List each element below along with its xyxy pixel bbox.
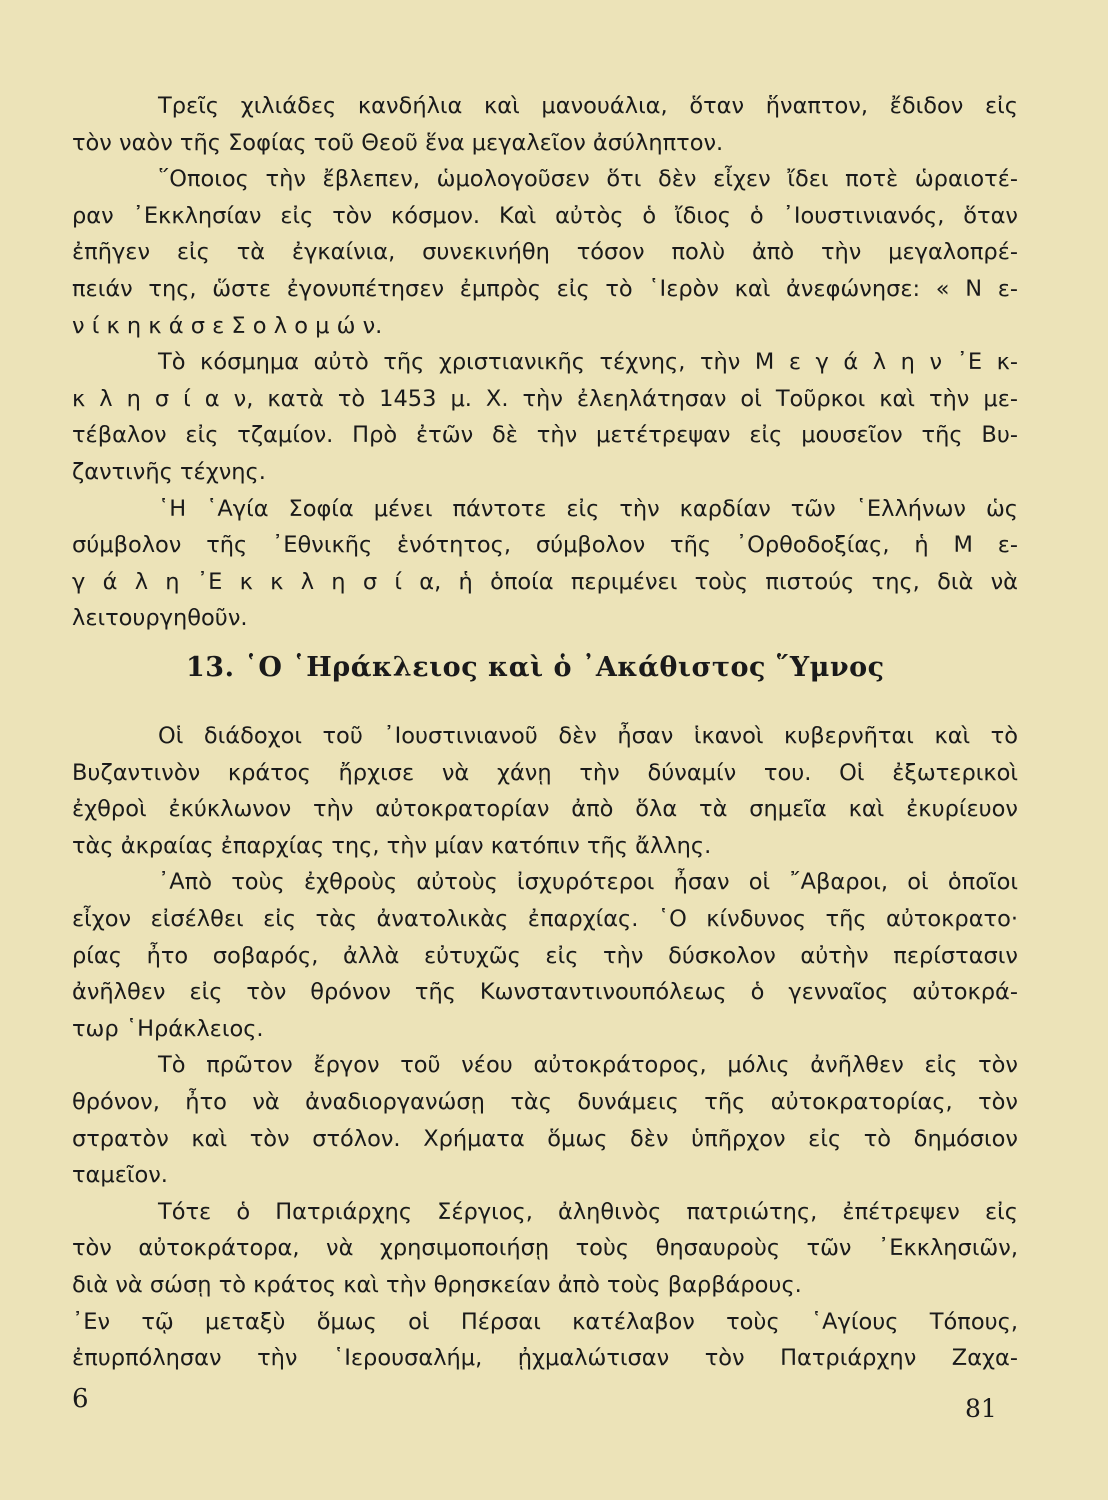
- text-line: σύμβολον τῆς ᾿Εθνικῆς ἑνότητος, σύμβολον τῆς ᾿Ορθοδοξίας, ἡ Μ ε-: [72, 532, 1018, 559]
- text-line: τωρ ῾Ηράκλειος.: [72, 1015, 264, 1042]
- text-line: τὸν αὐτοκράτορα, νὰ χρησιμοποιήσῃ τοὺς θησαυροὺς τῶν ᾿Εκκλησιῶν,: [72, 1235, 1018, 1262]
- text-line: Οἱ διάδοχοι τοῦ ᾿Ιουστινιανοῦ δὲν ἦσαν ἱκανοὶ κυβερνῆται καὶ τὸ: [158, 723, 1018, 749]
- text-line: Τὸ πρῶτον ἔργον τοῦ νέου αὐτοκράτορος, μόλις ἀνῆλθεν εἰς τὸν: [158, 1052, 1018, 1079]
- chapter-heading: 13. ῾Ο ῾Ηράκλειος καὶ ὁ ᾿Ακάθιστος ῞Υμνος: [186, 652, 885, 683]
- text-line: ρίας ἦτο σοβαρός, ἀλλὰ εὐτυχῶς εἰς τὴν δύσκολον αὐτὴν περίστασιν: [72, 942, 1018, 969]
- text-line: ραν ᾿Εκκλησίαν εἰς τὸν κόσμον. Καὶ αὐτὸς ὁ ἴδιος ὁ ᾿Ιουστινιανός, ὅταν: [72, 202, 1018, 229]
- section-one-text: [72, 88, 1018, 637]
- text-line: ῞Οποιος τὴν ἔβλεπεν, ὡμολογοῦσεν ὅτι δὲν εἶχεν ἴδει ποτὲ ὡραιοτέ-: [158, 166, 1018, 193]
- text-line: διὰ νὰ σώσῃ τὸ κράτος καὶ τὴν θρησκείαν ἀπὸ τοὺς βαρβάρους.: [72, 1271, 802, 1298]
- text-line: ταμεῖον.: [72, 1162, 168, 1189]
- text-line: θρόνον, ἦτο νὰ ἀναδιοργανώσῃ τὰς δυνάμεις τῆς αὐτοκρατορίας, τὸν: [72, 1088, 1018, 1115]
- text-line: ᾿Απὸ τοὺς ἐχθροὺς αὐτοὺς ἰσχυρότεροι ἦσαν οἱ ῎Αβαροι, οἱ ὁποῖοι: [158, 869, 1018, 896]
- text-line: ἐπυρπόλησαν τὴν ῾Ιερουσαλήμ, ᾐχμαλώτισαν τὸν Πατριάρχην Ζαχα-: [72, 1345, 1018, 1372]
- text-line: ν ί κ η κ ά σ ε Σ ο λ ο μ ώ ν.: [72, 312, 383, 339]
- text-line: ζαντινῆς τέχνης.: [72, 458, 266, 485]
- signature-mark: 6: [72, 1384, 89, 1414]
- text-line: στρατὸν καὶ τὸν στόλον. Χρήματα ὅμως δὲν ὑπῆρχον εἰς τὸ δημόσιον: [72, 1125, 1018, 1152]
- text-line: τέβαλον εἰς τζαμίον. Πρὸ ἐτῶν δὲ τὴν μετέτρεψαν εἰς μουσεῖον τῆς Βυ-: [72, 422, 1018, 449]
- text-line: ἀνῆλθεν εἰς τὸν θρόνον τῆς Κωνσταντινουπόλεως ὁ γενναῖος αὐτοκρά-: [72, 979, 1018, 1006]
- text-line: ῾Η ῾Αγία Σοφία μένει πάντοτε εἰς τὴν καρδίαν τῶν ῾Ελλήνων ὡς: [158, 495, 1018, 522]
- page-number: 81: [965, 1394, 997, 1423]
- text-line: Τότε ὁ Πατριάρχης Σέργιος, ἀληθινὸς πατριώτης, ἐπέτρεψεν εἰς: [158, 1198, 1018, 1225]
- section-two-text: [72, 718, 1018, 1377]
- text-line: Βυζαντινὸν κράτος ἤρχισε νὰ χάνῃ τὴν δύναμίν του. Οἱ ἐξωτερικοὶ: [72, 759, 1018, 786]
- text-line: Τὸ κόσμημα αὐτὸ τῆς χριστιανικῆς τέχνης, τὴν Μ ε γ ά λ η ν ᾿Ε κ-: [158, 349, 1018, 376]
- text-line: εἶχον εἰσέλθει εἰς τὰς ἀνατολικὰς ἐπαρχίας. ῾Ο κίνδυνος τῆς αὐτοκρατο·: [72, 905, 1018, 932]
- text-line: ἐπῆγεν εἰς τὰ ἐγκαίνια, συνεκινήθη τόσον πολὺ ἀπὸ τὴν μεγαλοπρέ-: [72, 239, 1018, 266]
- text-line: τὸν ναὸν τῆς Σοφίας τοῦ Θεοῦ ἕνα μεγαλεῖον ἀσύληπτον.: [72, 129, 724, 156]
- text-line: γ ά λ η ᾿Ε κ κ λ η σ ί α, ἡ ὁποία περιμένει τοὺς πιστούς της, διὰ νὰ: [72, 568, 1018, 595]
- text-line: Τρεῖς χιλιάδες κανδήλια καὶ μανουάλια, ὅταν ἥναπτον, ἔδιδον εἰς: [158, 93, 1018, 119]
- text-line: ᾿Εν τῷ μεταξὺ ὅμως οἱ Πέρσαι κατέλαβον τοὺς ῾Αγίους Τόπους,: [72, 1308, 1018, 1335]
- text-line: τὰς ἀκραίας ἐπαρχίας της, τὴν μίαν κατόπιν τῆς ἄλλης.: [72, 832, 712, 859]
- text-line: ἐχθροὶ ἐκύκλωνον τὴν αὐτοκρατορίαν ἀπὸ ὅλα τὰ σημεῖα καὶ ἐκυρίευον: [72, 796, 1018, 823]
- text-line: κ λ η σ ί α ν, κατὰ τὸ 1453 μ. Χ. τὴν ἐλεηλάτησαν οἱ Τοῦρκοι καὶ τὴν με-: [72, 385, 1018, 412]
- text-line: πειάν της, ὥστε ἐγονυπέτησεν ἐμπρὸς εἰς τὸ ῾Ιερὸν καὶ ἀνεφώνησε: « Ν ε-: [72, 275, 1018, 302]
- text-line: λειτουργηθοῦν.: [72, 605, 248, 632]
